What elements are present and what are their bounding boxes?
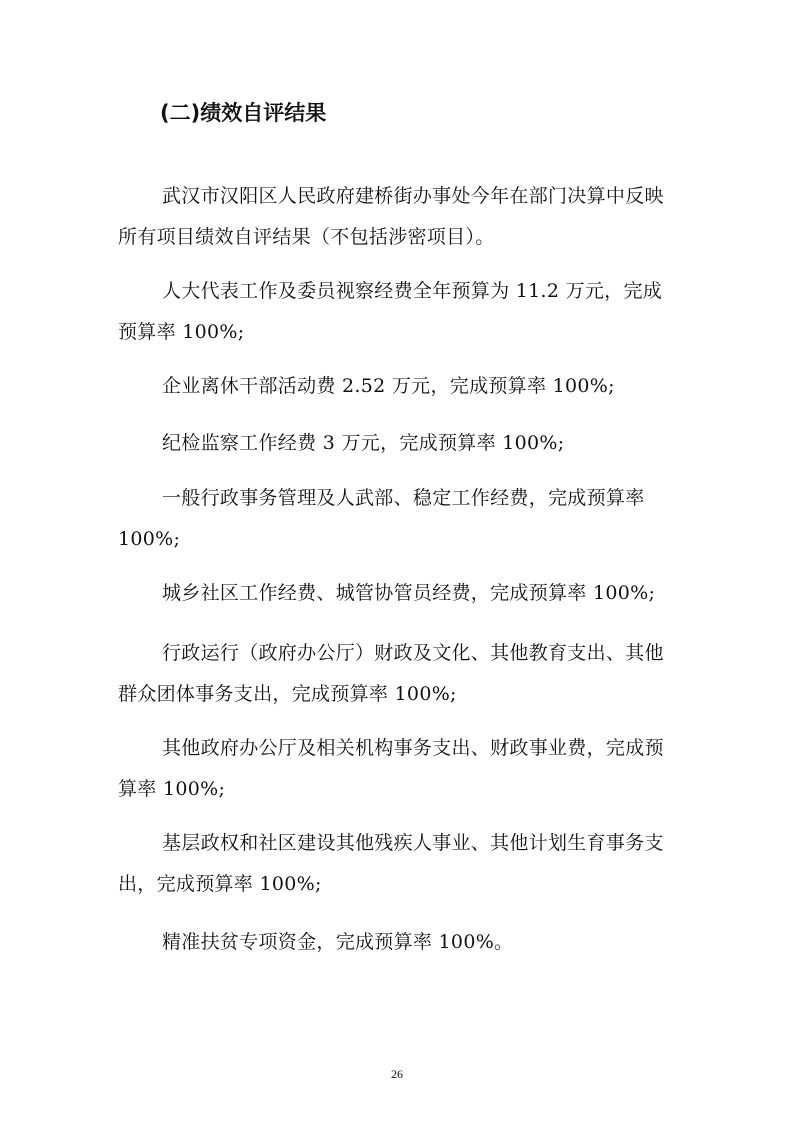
paragraph-poverty-funding: 精准扶贫专项资金，完成预算率 100%。 [162,931,514,953]
paragraph-summary: 武汉市汉阳区人民政府建桥街办事处今年在部门决算中反映所有项目绩效自评结果（不包括涉密项目）。 [118,185,664,248]
paragraph-grassroots-funding: 基层政权和社区建设其他残疾人事业、其他计划生育事务支出，完成预算率 100%; [118,832,664,895]
section-heading: (二)绩效自评结果 [160,101,327,125]
paragraph-community-funding: 城乡社区工作经费、城管协管员经费，完成预算率 100%; [162,582,656,604]
paragraph-retiree-funding: 企业离休干部活动费 2.52 万元，完成预算率 100%; [162,375,615,397]
paragraph-office-funding: 其他政府办公厅及相关机构事务支出、财政事业费，完成预算率 100%; [118,737,664,800]
paragraph-npc-funding: 人大代表工作及委员视察经费全年预算为 11.2 万元，完成预算率 100%; [118,280,663,343]
paragraph-discipline-funding: 纪检监察工作经费 3 万元，完成预算率 100%; [162,432,565,454]
paragraph-admin-funding: 一般行政事务管理及人武部、稳定工作经费，完成预算率 100%; [118,487,645,550]
page-number: 26 [391,1067,403,1081]
paragraph-operations-funding: 行政运行（政府办公厅）财政及文化、其他教育支出、其他群众团体事务支出，完成预算率 100%; [118,642,664,705]
